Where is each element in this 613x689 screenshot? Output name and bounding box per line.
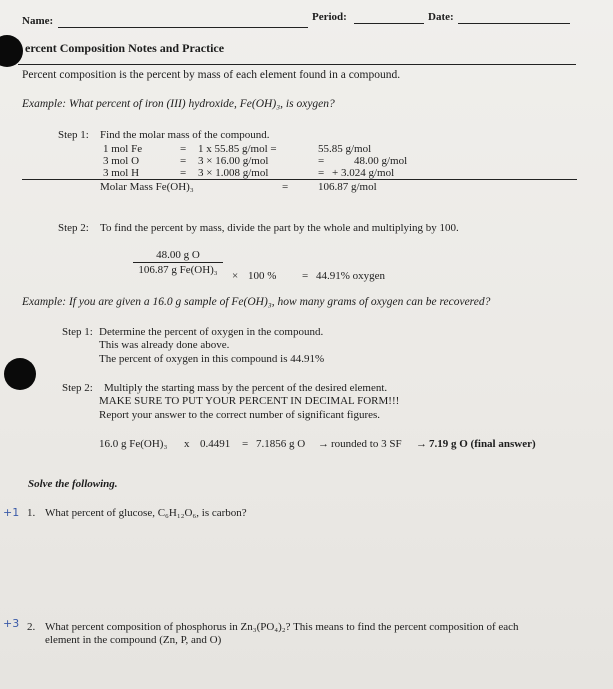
fraction-bar [133,262,223,263]
molar-mass-value: 106.87 g/mol [318,181,377,193]
question-number: 2. [27,621,36,633]
row-left: 1 mol Fe [103,143,143,155]
row-mid: 3 × 16.00 g/mol [198,155,269,167]
times-sign: × [232,270,239,282]
calc-start-mass: 16.0 g Fe(OH)₃ [99,438,168,450]
period-label: Period: [312,11,347,23]
binder-hole-middle [4,358,36,390]
name-field[interactable] [58,27,308,28]
row-right: 55.85 g/mol [318,143,372,155]
example1-step1-label: Step 1: [58,129,89,141]
row-right: + 3.024 g/mol [332,167,395,179]
calc-times: x [184,438,190,450]
calc-final-answer: 7.19 g O (final answer) [429,438,536,450]
example1-question: Example: What percent of iron (III) hydroxide, Fe(OH)₃, is oxygen? [22,98,335,110]
row-right: 48.00 g/mol [354,155,408,167]
arrow-right-icon: → [416,438,427,450]
row-mid: 3 × 1.008 g/mol [198,167,269,179]
example2-step2-line: Multiply the starting mass by the percent of the desired element. [104,382,388,394]
percent-fraction [133,249,223,276]
row-eq2: = [318,167,325,179]
answer-space-1[interactable] [45,525,565,610]
name-label: Name: [22,15,54,27]
molar-mass-eq: = [282,181,289,193]
calc-raw-result: 7.1856 g O [256,438,306,450]
row-left: 3 mol O [103,155,140,167]
arrow-right-icon: → [318,438,329,450]
question-text: What percent of glucose, C₆H₁₂O₆, is carbon? [45,507,247,519]
molar-mass-label: Molar Mass Fe(OH)₃ [100,181,194,193]
sum-divider [22,179,577,180]
practice-heading: Solve the following. [28,478,118,490]
example1-step1-text: Find the molar mass of the compound. [100,129,270,141]
example2-step2-label: Step 2: [62,382,93,394]
date-label: Date: [428,11,454,23]
answer-space-2[interactable] [45,650,565,686]
example1-result: 44.91% oxygen [316,270,386,282]
calc-decimal: 0.4491 [200,438,231,450]
example2-step1-line: Determine the percent of oxygen in the compound. [99,326,324,338]
definition-text: Percent composition is the percent by mass of each element found in a compound. [22,69,401,81]
fraction-numerator: 48.00 g O [156,249,200,261]
example2-step2-line: MAKE SURE TO PUT YOUR PERCENT IN DECIMAL FORM!!! [99,395,400,407]
row-eq2: = [318,155,325,167]
fraction-denominator: 106.87 g Fe(OH)₃ [138,264,218,276]
example2-question: Example: If you are given a 16.0 g sample of Fe(OH)₃, how many grams of oxygen can be recovered? [22,296,491,308]
page-title: ercent Composition Notes and Practice [25,41,225,55]
question-number: 1. [27,507,36,519]
handwritten-mark: +3 [3,617,20,630]
row-eq: = [180,155,187,167]
question-text: What percent composition of phosphorus in Zn₃(PO₄)₂? This means to find the percent composition of each [45,621,519,633]
example2-step2-line: Report your answer to the correct number of significant figures. [99,409,381,421]
row-left: 3 mol H [103,167,140,179]
row-eq: = [180,143,187,155]
row-mid: 1 x 55.85 g/mol = [198,143,277,155]
hundred-percent: 100 % [248,270,277,282]
row-eq: = [180,167,187,179]
example1-step2-label: Step 2: [58,222,89,234]
example2-step1-line: This was already done above. [99,339,230,351]
date-field[interactable] [458,23,570,24]
handwritten-mark: +1 [3,506,20,519]
period-field[interactable] [354,23,424,24]
example2-step1-line: The percent of oxygen in this compound is 44.91% [99,353,325,365]
binder-hole-top [0,35,23,67]
calc-rounding-note: rounded to 3 SF [331,438,402,450]
title-divider [18,64,576,65]
equals-sign: = [302,270,309,282]
question-text-continued: element in the compound (Zn, P, and O) [45,634,222,646]
example1-step2-text: To find the percent by mass, divide the part by the whole and multiplying by 100. [100,222,459,234]
calc-equals: = [242,438,249,450]
example2-step1-label: Step 1: [62,326,93,338]
